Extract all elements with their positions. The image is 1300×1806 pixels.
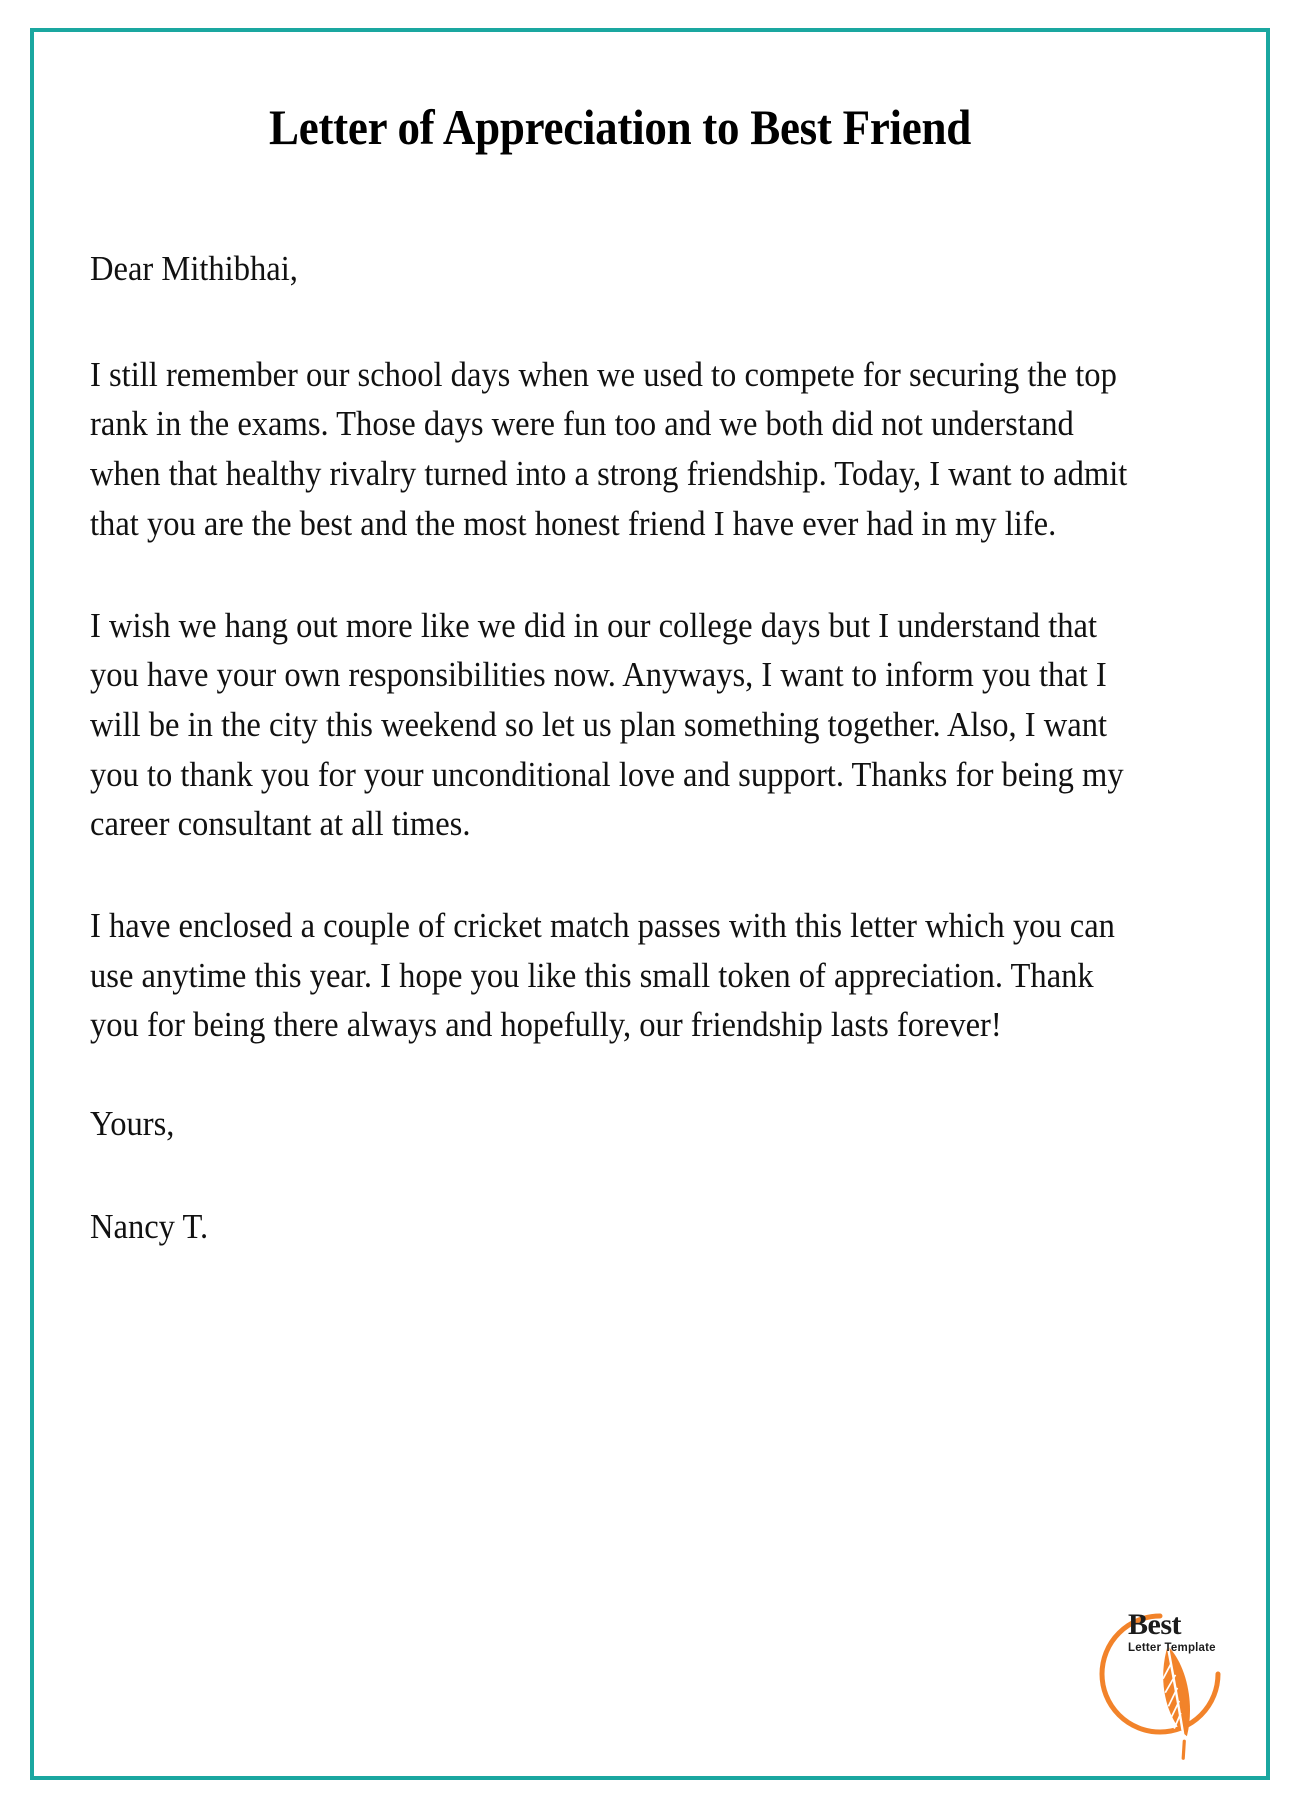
logo-wordmark	[1128, 1610, 1216, 1655]
logo-brand-secondary: Letter Template	[1128, 1642, 1216, 1654]
salutation: Dear Mithibhai,	[90, 249, 298, 288]
logo-brand-primary: Best	[1128, 1608, 1181, 1641]
signature-name: Nancy T.	[90, 1206, 209, 1246]
body-paragraph-3: I have enclosed a couple of cricket match passes with this letter which you can use anytime this year. I hope you like this small token of appreciation. Thank you for being there always and hopefully, our friendship lasts forever!	[90, 905, 1115, 1045]
letter-content	[90, 100, 1150, 1250]
body-paragraph-1: I still remember our school days when we used to compete for securing the top rank in the exams. Those days were fun too and we both did not understand when that healthy rivalry turned into a strong friendship. Today, I want to admit that you are the best and the most honest friend I have ever had in my life.	[90, 354, 1128, 543]
page-title: Letter of Appreciation to Best Friend	[269, 99, 971, 155]
body-paragraph-2: I wish we hang out more like we did in our college days but I understand that you have your own responsibilities now. Anyways, I want to inform you that I will be in the city this weekend so let us plan something together. Also, I want you to thank you for your unconditional love and support. Thanks for being my career consultant at all times.	[90, 605, 1124, 844]
closing-salutation: Yours,	[90, 1104, 175, 1144]
brand-logo	[1082, 1594, 1242, 1764]
